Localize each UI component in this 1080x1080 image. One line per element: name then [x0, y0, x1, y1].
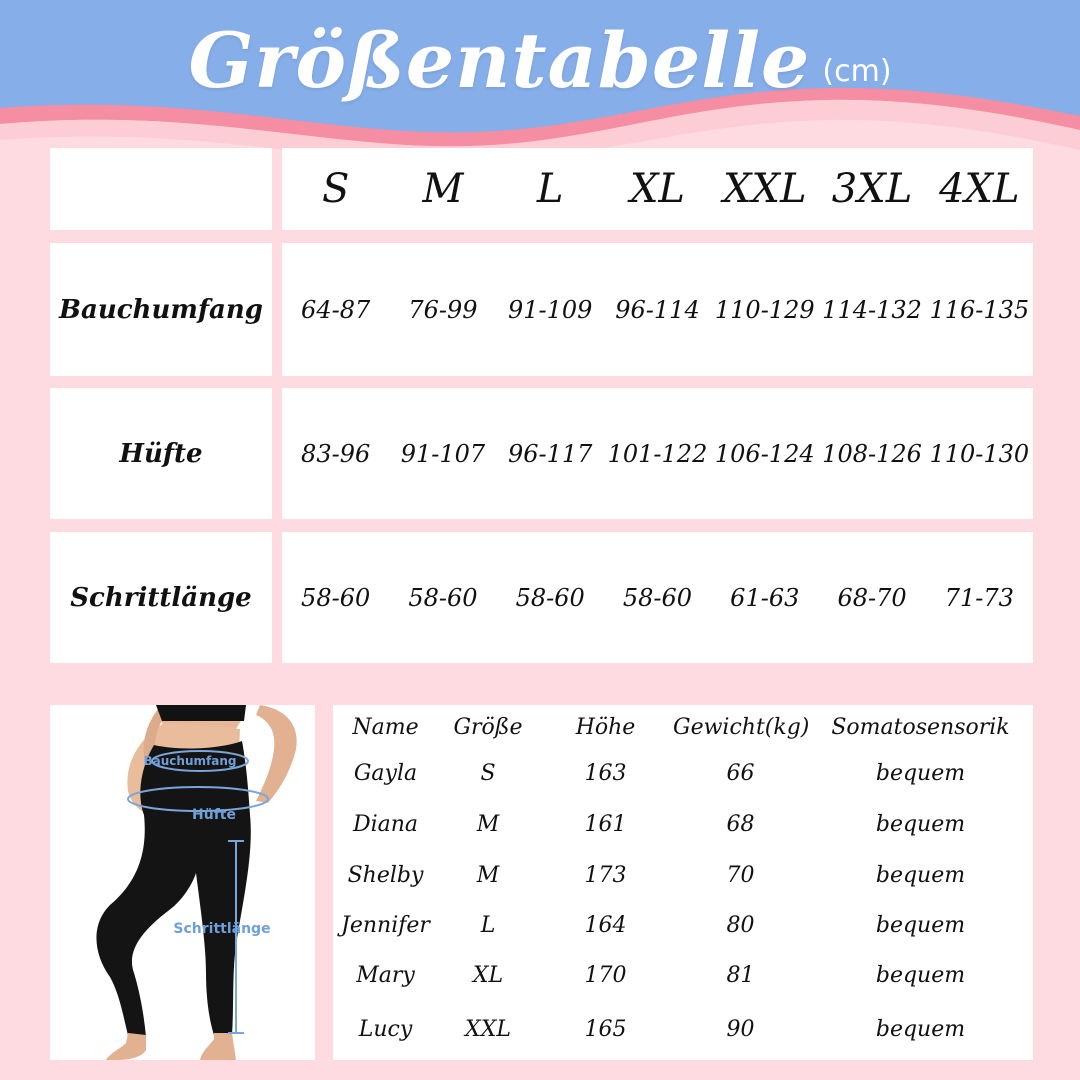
value-cell: 114-132: [822, 295, 922, 324]
size-s: S: [321, 166, 350, 212]
value-cell: 96-114: [615, 295, 700, 324]
table-row: [333, 863, 1033, 888]
cell-weight: 70: [726, 863, 755, 888]
value-cell: 91-109: [507, 295, 593, 324]
cell-name: Shelby: [347, 863, 424, 888]
model-image: [50, 705, 315, 1060]
size-3xl: 3XL: [831, 166, 913, 212]
cell-feel: bequem: [875, 863, 966, 888]
cell-height: 164: [584, 913, 627, 938]
value-cell: 91-107: [400, 439, 486, 468]
row-label-bauchumfang: Bauchumfang: [50, 243, 272, 376]
cell-size: L: [480, 913, 496, 938]
value-cell: 58-60: [301, 583, 371, 612]
cell-name: Lucy: [358, 1017, 413, 1042]
size-m: M: [422, 166, 464, 212]
value-cell: 71-73: [944, 583, 1014, 612]
column-header-feel: Somatosensorik: [831, 715, 1010, 740]
table-row: [333, 1017, 1033, 1042]
cell-name: Jennifer: [341, 913, 430, 938]
cell-height: 173: [584, 863, 627, 888]
value-cell: 96-117: [507, 439, 593, 468]
model-right-arm: [256, 705, 297, 803]
cell-name: Diana: [352, 812, 419, 837]
column-header-size: Größe: [453, 715, 523, 740]
value-cell: 110-130: [929, 439, 1030, 468]
value-cell: 61-63: [730, 583, 800, 612]
cell-weight: 68: [726, 812, 755, 837]
page-title: Größentabelle: [188, 15, 811, 105]
column-header-weight: Gewicht(kg): [673, 715, 810, 740]
row-label-schrittlaenge: Schrittlänge: [50, 532, 272, 663]
model-fit-table: [333, 705, 1033, 1060]
cell-name: Mary: [356, 963, 415, 988]
cell-size: S: [480, 761, 496, 786]
row-label-huefte: Hüfte: [50, 388, 272, 519]
cell-feel: bequem: [875, 963, 966, 988]
value-cell: 76-99: [408, 295, 478, 324]
table-row: [333, 761, 1033, 786]
value-cell: 110-129: [714, 295, 815, 324]
value-cell: 106-124: [714, 439, 815, 468]
table-row: [333, 913, 1033, 938]
model-left-foot: [106, 1033, 146, 1060]
value-cell: 58-60: [515, 583, 585, 612]
value-cell: 58-60: [408, 583, 478, 612]
cell-size: M: [476, 863, 500, 888]
row-values-schrittlaenge: [282, 532, 1033, 663]
measure-label-hip: Hüfte: [192, 807, 236, 823]
size-l: L: [536, 166, 564, 212]
size-xl: XL: [629, 166, 685, 212]
value-cell: 83-96: [301, 439, 371, 468]
table-row: [333, 812, 1033, 837]
measure-label-inseam: Schrittlänge: [173, 921, 271, 937]
table-row: [333, 963, 1033, 988]
cell-weight: 66: [726, 761, 755, 786]
cell-name: Gayla: [353, 761, 418, 786]
title-block: [0, 0, 1080, 120]
size-4xl: 4XL: [939, 166, 1020, 212]
model-right-foot: [200, 1033, 236, 1060]
cell-height: 161: [584, 812, 627, 837]
model-illustration: [50, 705, 315, 1060]
value-cell: 58-60: [622, 583, 693, 612]
cell-weight: 90: [726, 1017, 755, 1042]
column-header-name: Name: [352, 715, 419, 740]
measure-label-belly: Bauchumfang: [143, 754, 237, 768]
cell-weight: 80: [726, 913, 755, 938]
row-values-bauchumfang: [282, 243, 1033, 376]
cell-height: 165: [584, 1017, 627, 1042]
size-header-label-cell: [50, 148, 272, 230]
cell-size: XXL: [465, 1017, 511, 1042]
cell-weight: 81: [726, 963, 755, 988]
cell-feel: bequem: [875, 761, 966, 786]
value-cell: 101-122: [607, 439, 708, 468]
cell-feel: bequem: [875, 812, 966, 837]
value-cell: 64-87: [301, 295, 371, 324]
model-top: [156, 705, 246, 721]
value-cell: 68-70: [837, 583, 907, 612]
cell-size: XL: [472, 963, 504, 988]
cell-height: 163: [584, 761, 627, 786]
column-header-height: Höhe: [575, 715, 636, 740]
size-xxl: XXL: [723, 166, 807, 212]
cell-size: M: [476, 812, 500, 837]
row-values-huefte: [282, 388, 1033, 519]
cell-feel: bequem: [875, 1017, 966, 1042]
cell-height: 170: [584, 963, 627, 988]
cell-feel: bequem: [875, 913, 966, 938]
model-leggings: [96, 741, 250, 1037]
size-header-row: [282, 148, 1033, 230]
value-cell: 116-135: [929, 295, 1030, 324]
value-cell: 108-126: [822, 439, 922, 468]
title-unit: (cm): [822, 53, 892, 89]
table-header-row: [333, 715, 1033, 740]
